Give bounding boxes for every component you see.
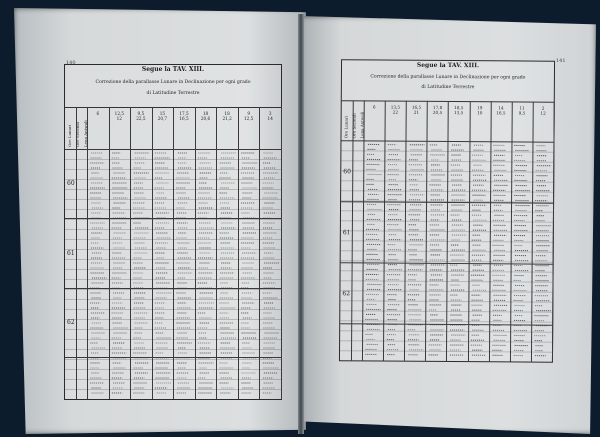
table-column-head: 6 bbox=[372, 104, 376, 110]
book-gutter bbox=[298, 14, 304, 434]
degree-label: 61 bbox=[67, 249, 75, 257]
table-figures-texture bbox=[340, 100, 554, 361]
left-table-subtitle: Correzione della parallasse Lunare in Declinazione per ogni grado bbox=[95, 79, 251, 85]
table-column-head: 2 12 bbox=[540, 105, 546, 116]
table-column-head: 3 14 bbox=[267, 111, 273, 121]
left-table bbox=[64, 64, 282, 400]
table-column-head: 9,5 22,5 bbox=[136, 111, 146, 121]
left-table-subtitle2: di Latitudine Terrestre bbox=[146, 91, 200, 97]
right-table-body bbox=[340, 100, 554, 361]
table-side-label: Ore Secondi bbox=[75, 121, 80, 147]
table-column-head: 18 21,2 bbox=[222, 111, 232, 121]
table-side-label: Lena Antwali bbox=[359, 111, 365, 139]
table-column-head: 18 20,6 bbox=[200, 111, 211, 121]
table-column-head: 16,5 21 bbox=[411, 104, 422, 115]
table-column-head: 12,5 12 bbox=[114, 111, 124, 121]
table-side-label: Lena Antwali bbox=[83, 120, 88, 147]
table-column-head: 18,5 13,5 bbox=[453, 105, 464, 116]
table-column-rule bbox=[281, 107, 282, 399]
table-column-head: 9 12,5 bbox=[243, 111, 254, 121]
table-column-head: 11 9,5 bbox=[518, 105, 526, 116]
table-side-label: Ore Lunari bbox=[343, 116, 349, 139]
right-page-number: 141 bbox=[556, 58, 566, 64]
left-table-title: Segue la TAV. XIII. bbox=[141, 66, 205, 73]
right-table-title: Segue la TAV. XIII. bbox=[416, 61, 480, 70]
right-table-subtitle2: di Latitudine Terrestre bbox=[421, 84, 475, 91]
degree-label: 62 bbox=[67, 319, 75, 327]
left-page-number: 140 bbox=[66, 60, 76, 66]
left-table-header bbox=[65, 65, 281, 108]
table-side-label: Ore Lunari bbox=[67, 124, 72, 147]
right-table bbox=[339, 59, 555, 362]
left-table-body bbox=[65, 107, 281, 399]
degree-label: 62 bbox=[342, 289, 351, 298]
table-column-head: 17,8 20,5 bbox=[432, 104, 443, 115]
table-column-head: 17,5 16,5 bbox=[179, 111, 189, 121]
table-side-label: Ore Secondi bbox=[351, 113, 357, 139]
degree-label: 60 bbox=[67, 180, 75, 188]
right-table-header bbox=[342, 60, 554, 102]
table-column-head: 14 16,5 bbox=[496, 105, 506, 116]
degree-label: 60 bbox=[343, 167, 351, 175]
degree-label: 61 bbox=[342, 228, 351, 236]
table-column-head: 19 10 bbox=[477, 105, 483, 116]
right-table-subtitle: Correzione della parallasse Lunare in Declinazione per ogni grado bbox=[370, 74, 526, 81]
table-column-head: 13,5 22 bbox=[390, 104, 401, 115]
table-column-head: 15 20,7 bbox=[157, 111, 168, 121]
table-column-head: 6 bbox=[96, 111, 100, 116]
table-figures-texture bbox=[65, 107, 281, 399]
